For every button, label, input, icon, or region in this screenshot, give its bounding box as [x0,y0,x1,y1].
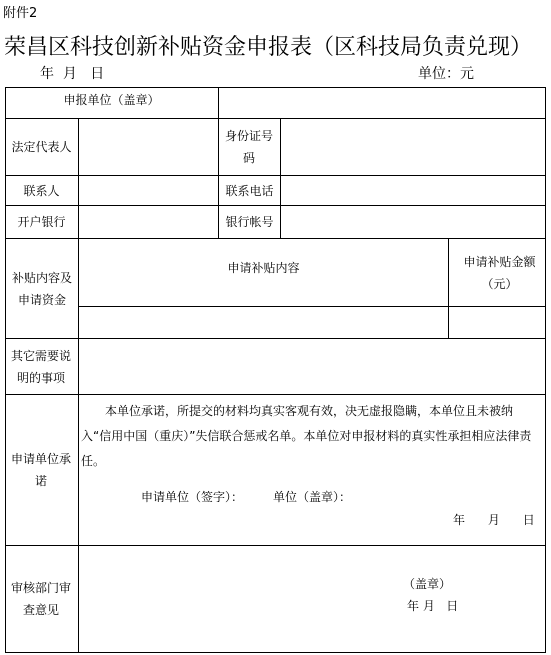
applicant-label: 申报单位（盖章） [63,93,160,107]
rule [5,545,546,546]
border-right [545,87,546,653]
commitment-date: 年 月 日 [453,513,535,527]
account-field[interactable] [281,206,545,238]
contact-field[interactable] [79,176,218,205]
subsidy-amount-header: 申请补贴金额（元） [463,254,536,291]
annex-label: 附件2 [3,6,38,21]
rule [5,394,546,395]
header-unit: 单位：元 [418,66,474,82]
other-matters-field[interactable] [79,339,545,394]
subsidy-content-field[interactable] [79,307,448,338]
review-label: 审核部门审查意见 [11,581,72,617]
applicant-field[interactable] [219,88,545,118]
phone-field[interactable] [281,176,545,205]
form-title: 荣昌区科技创新补贴资金申报表（区科技局负责兑现） [4,35,533,60]
commitment-text: 本单位承诺，所提交的材料均真实客观有效，决无虚报隐瞒，本单位且未被纳入“信用中国（重庆）”失信联合惩戒名单。本单位对申报材料的真实性承担相应法律责任。 [81,404,532,468]
application-form-table [5,87,546,653]
bank-field[interactable] [79,206,218,238]
review-date: 年 月 日 [407,599,459,613]
legal-rep-label: 法定代表人 [11,140,72,154]
review-opinion-field[interactable] [79,546,545,652]
id-number-label: 身份证号码 [224,129,273,165]
seal-label: 单位（盖章）： [273,490,352,504]
other-matters-label: 其它需要说明的事项 [10,348,71,385]
id-number-field[interactable] [281,119,545,175]
subsidy-amount-field[interactable] [449,307,545,338]
rule [78,238,79,653]
subsidy-content-header: 申请补贴内容 [227,261,300,275]
bank-label: 开户银行 [17,215,66,229]
contact-label: 联系人 [23,183,60,198]
subsidy-section-label: 补贴内容及申请资金 [11,270,72,307]
account-label: 银行帐号 [225,215,274,229]
legal-rep-field[interactable] [79,119,218,175]
phone-label: 联系电话 [225,183,274,198]
sign-label: 申请单位（签字）： [141,490,244,504]
review-seal: （盖章） [403,577,452,591]
border-bottom [5,652,546,653]
commitment-label: 申请单位承诺 [11,452,72,488]
header-date: 年 月 日 [40,66,105,82]
